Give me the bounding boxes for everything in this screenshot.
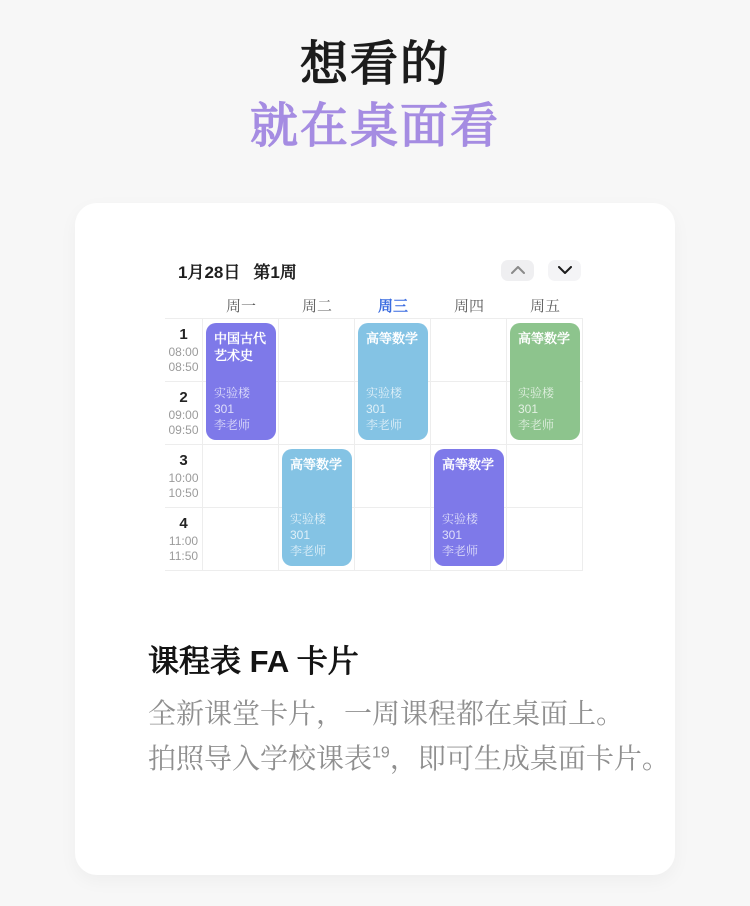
grid-cell <box>279 382 355 444</box>
grid-cell <box>355 445 431 507</box>
page-subtitle: 就在桌面看 <box>249 100 500 153</box>
course-teacher: 李老师 <box>366 418 403 432</box>
description-line-1: 全新课堂卡片，一周课程都在桌面上。 <box>148 698 625 729</box>
schedule-grid <box>165 292 583 571</box>
course-location: 实验楼301 <box>518 386 555 416</box>
course-block-1[interactable] <box>206 323 276 440</box>
feature-card <box>75 203 675 875</box>
course-meta <box>442 511 498 559</box>
footnote-marker: 19 <box>372 744 390 762</box>
course-location: 实验楼301 <box>442 512 479 542</box>
widget-week-label: 第1周 <box>253 262 297 282</box>
feature-heading: 课程表 FA 卡片 <box>148 644 359 679</box>
description-line-2: 拍照导入学校课表$^{19}$，即可生成桌面卡片。 <box>148 743 670 774</box>
grid-cell <box>355 508 431 570</box>
day-header-row <box>165 292 583 319</box>
course-block-4[interactable] <box>282 449 352 566</box>
course-teacher: 李老师 <box>214 418 251 432</box>
course-title: 中国古代艺术史 <box>214 331 267 363</box>
time-slot-4: 4 11:00 11:50 <box>165 508 203 570</box>
grid-cell <box>507 508 583 570</box>
widget-date-label: 1月28日 <box>178 262 241 282</box>
grid-cell <box>431 319 507 381</box>
course-location: 实验楼301 <box>366 386 403 416</box>
time-slot-3: 3 10:00 10:50 <box>165 445 203 507</box>
course-block-2[interactable] <box>358 323 428 440</box>
schedule-row-4 <box>165 508 583 571</box>
course-block-3[interactable] <box>510 323 580 440</box>
page-title: 想看的 <box>299 38 450 91</box>
grid-cell <box>203 445 279 507</box>
day-tab-5[interactable]: 周五 <box>529 297 560 315</box>
widget-nav <box>501 260 581 281</box>
grid-cell <box>203 508 279 570</box>
grid-cell <box>431 382 507 444</box>
course-location: 实验楼301 <box>214 386 251 416</box>
course-title: 高等数学 <box>290 457 343 472</box>
course-block-5[interactable] <box>434 449 504 566</box>
schedule-widget <box>165 255 585 571</box>
course-title: 高等数学 <box>442 457 495 472</box>
course-title: 高等数学 <box>518 331 571 346</box>
day-tab-1[interactable]: 周一 <box>225 297 256 315</box>
course-location: 实验楼301 <box>290 512 327 542</box>
course-meta <box>214 385 270 433</box>
day-tab-3[interactable]: 周三 <box>377 297 408 315</box>
grid-cell <box>279 319 355 381</box>
time-slot-1: 1 08:00 08:50 <box>165 319 203 381</box>
course-meta <box>290 511 346 559</box>
schedule-row-3 <box>165 445 583 508</box>
feature-description <box>148 691 670 781</box>
page-header <box>0 34 750 158</box>
next-week-button[interactable] <box>548 260 581 281</box>
chevron-up-icon <box>511 266 525 274</box>
day-tab-4[interactable]: 周四 <box>453 297 484 315</box>
grid-cell <box>507 445 583 507</box>
widget-header <box>165 255 585 285</box>
chevron-down-icon <box>558 266 572 274</box>
previous-week-button[interactable] <box>501 260 534 281</box>
time-slot-2: 2 09:00 09:50 <box>165 382 203 444</box>
course-teacher: 李老师 <box>518 418 555 432</box>
course-meta <box>366 385 422 433</box>
course-title: 高等数学 <box>366 331 419 346</box>
course-teacher: 李老师 <box>442 544 479 558</box>
day-tab-2[interactable]: 周二 <box>301 297 332 315</box>
course-meta <box>518 385 574 433</box>
course-teacher: 李老师 <box>290 544 327 558</box>
